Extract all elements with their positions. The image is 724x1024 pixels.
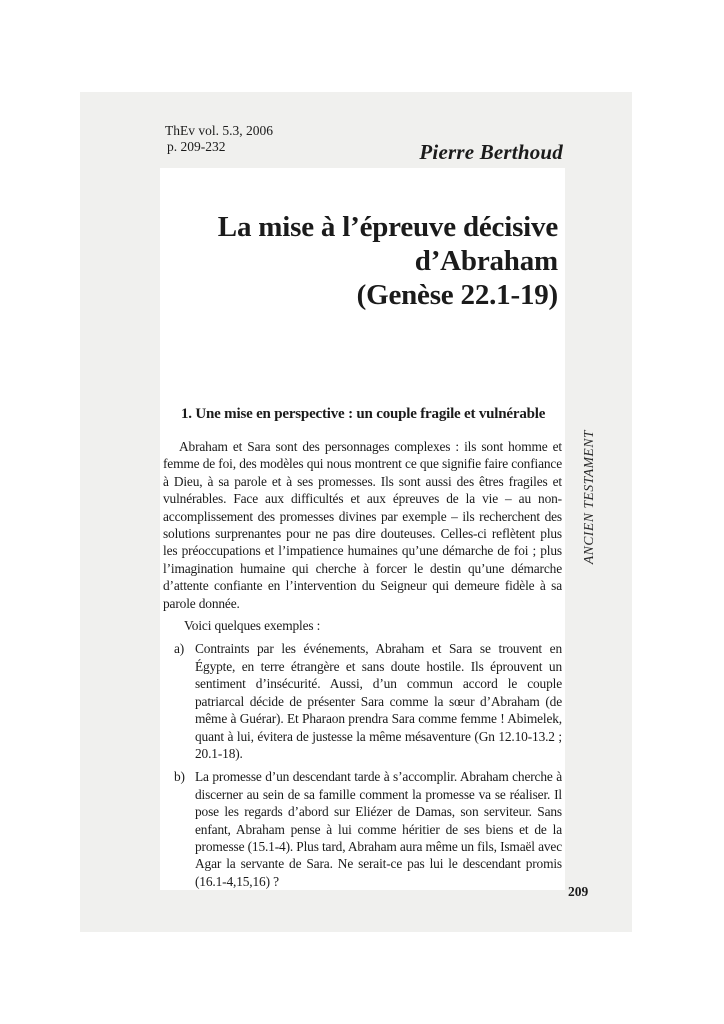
list-item-text-b: La promesse d’un descendant tarde à s’accomplir. Abraham cherche à discerner au sein de sa famille comment la promesse va se réaliser. Il pose les regards d’abord sur Eliézer de Damas, son serviteur. Sans enfant, Abraham pense à lui comme héritier de ses biens et de la promesse (15.1-4). Plus tard, Abraham aura même un fils, Ismaël avec Agar la servante de Sara. Ne serait-ce pas lui le descendant promis (16.1-4,15,16) ? — [195, 769, 562, 889]
section-heading: 1. Une mise en perspective : un couple fragile et vulnérable — [181, 406, 546, 422]
journal-ref-pages: p. 209-232 — [167, 138, 226, 154]
example-item-b — [160, 768, 565, 890]
journal-ref-volume: ThEv vol. 5.3, 2006 — [165, 123, 273, 138]
paragraph-intro: Abraham et Sara sont des personnages complexes : ils sont homme et femme de foi, des modèles qui nous montrent ce que signifie faire confiance à Dieu, à sa parole et à ses promesses. Ils sont aussi des êtres fragiles et vulnérables. Face aux difficultés et aux épreuves de la vie – au non-accomplissement des promesses divines par exemple – ils recherchent des solutions surprenantes pour ne pas dire douteuses. Celles-ci reflètent plus les préoccupations et l’impatience humaines qu’une démarche de foi ; plus l’imagination humaine qui cherche à forcer le destin qu’une démarche d’attente confiante en l’intervention du Seigneur qui demeure fidèle à sa parole donnée. — [163, 439, 562, 611]
article-title — [160, 210, 565, 312]
list-marker-b: b) — [174, 769, 185, 785]
title-line-2: d’Abraham — [414, 245, 558, 277]
author-name: Pierre Berthoud — [419, 140, 563, 164]
journal-ref — [165, 123, 273, 154]
content-block — [160, 168, 565, 890]
list-marker-a: a) — [174, 641, 185, 657]
page-number: 209 — [568, 884, 589, 899]
paragraph-examples-lead: Voici quelques exemples : — [184, 618, 321, 634]
title-line-3: (Genèse 22.1-19) — [356, 279, 558, 311]
vertical-category-label: ANCIEN TESTAMENT — [581, 429, 596, 565]
journal-page — [80, 92, 632, 932]
title-line-1: La mise à l’épreuve décisive — [217, 211, 558, 243]
example-item-a — [160, 640, 565, 762]
list-item-text-a: Contraints par les événements, Abraham et Sara se trouvent en Égypte, en terre étrangère et sans doute hostile. Ils éprouvent un sentiment d’insécurité. Aussi, d’un commun accord le couple patriarcal décide de présenter Sara comme la sœur d’Abraham (de même à Guérar). Et Pharaon prendra Sara comme femme ! Abimelek, quant à lui, évitera de justesse la même mésaventure (Gn 12.10-13.2 ; 20.1-18). — [195, 641, 562, 761]
